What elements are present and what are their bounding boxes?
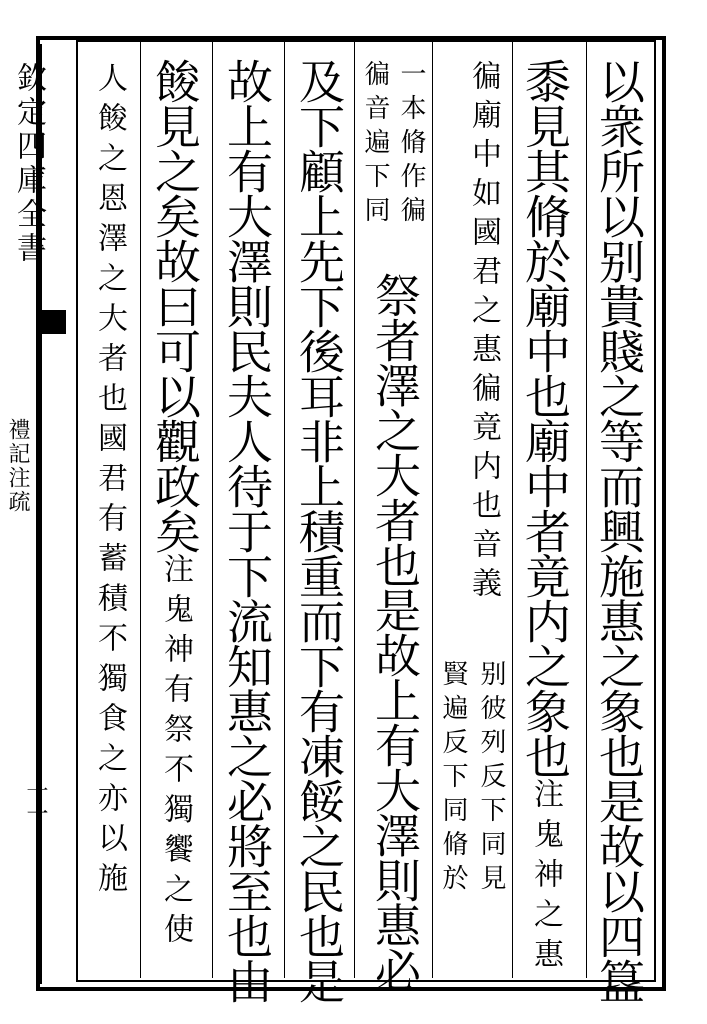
column-7-main: 餕見之矣故曰可以觀政矣 xyxy=(148,58,202,553)
column-2-main: 黍見其脩於廟中也廟中者竟内之象也 xyxy=(518,58,572,778)
column-rule xyxy=(586,42,587,978)
text-column-7 xyxy=(148,58,202,953)
text-column-4-note-left: 徧音遍下同 xyxy=(360,60,390,230)
column-rule xyxy=(284,42,285,978)
text-column-3-note-left: 賢遍反下同脩於 xyxy=(438,660,468,898)
margin-title: 欽定四庫全書 xyxy=(11,62,46,266)
text-column-5: 及下顧上先下後耳非上積重而下有凍餒之民也是 xyxy=(292,58,346,1003)
text-column-1: 以衆所以别貴賤之等而興施惠之象也是故以四簋 xyxy=(592,58,646,1003)
column-rule xyxy=(432,42,433,978)
column-rule xyxy=(354,42,355,978)
text-column-4-main: 祭者澤之大者也是故上有大澤則惠必 xyxy=(368,272,422,992)
text-column-3-note-right: 别彼列反下同見 xyxy=(476,660,506,898)
column-rule xyxy=(512,42,513,978)
column-7-note: 注鬼神有祭不獨饗之使 xyxy=(158,553,193,953)
text-column-3-upper: 徧廟中如國君之惠徧竟内也音義 xyxy=(466,60,501,606)
text-column-6: 故上有大澤則民夫人待于下流知惠之必將至也由 xyxy=(220,58,274,1003)
text-column-4-note-right: 一本脩作徧 xyxy=(396,60,426,230)
text-column-2 xyxy=(518,58,572,978)
margin-book-title: 禮記注疏 xyxy=(5,418,30,514)
fish-tail-mark xyxy=(40,310,66,334)
margin-page-number: 十一 xyxy=(23,780,48,824)
column-rule xyxy=(212,42,213,978)
column-2-note: 注鬼神之惠 xyxy=(528,778,563,978)
column-rule xyxy=(140,42,141,978)
text-column-8: 人餕之恩澤之大者也國君有蓄積不獨食之亦以施 xyxy=(92,62,127,902)
